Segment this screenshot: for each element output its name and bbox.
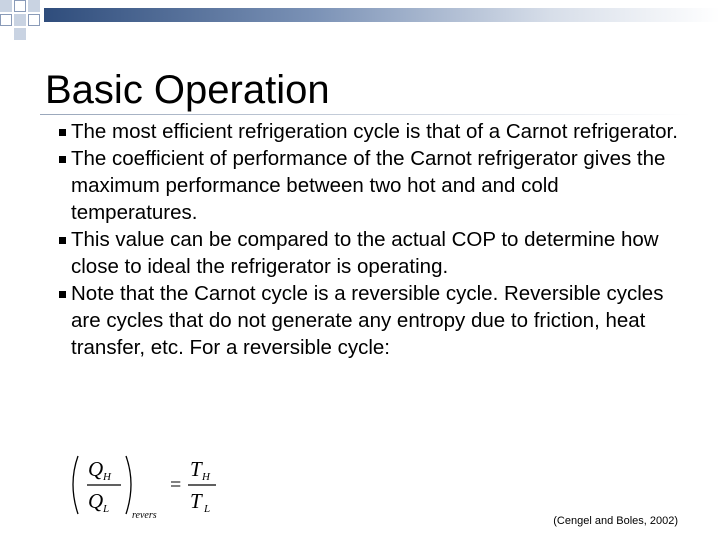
square-bullet-icon xyxy=(59,129,66,136)
decor-square xyxy=(0,14,12,26)
carnot-ratio-formula xyxy=(66,452,236,522)
decor-square xyxy=(14,14,26,26)
rhs-denominator-sub: L xyxy=(204,503,211,515)
decor-square xyxy=(28,14,40,26)
bullet-item xyxy=(40,118,690,145)
header-decoration xyxy=(0,0,720,40)
bullet-list xyxy=(40,118,690,361)
title-divider xyxy=(40,114,690,115)
reversible-subscript: revers xyxy=(132,510,157,521)
bullet-item xyxy=(40,226,690,280)
equals-sign: = xyxy=(170,474,182,496)
lhs-numerator: Q xyxy=(88,457,104,481)
decor-square xyxy=(14,28,26,40)
square-bullet-icon xyxy=(59,237,66,244)
rhs-numerator-sub: H xyxy=(202,471,210,483)
bullet-item xyxy=(40,145,690,226)
lhs-denominator-sub: L xyxy=(103,503,110,515)
bullet-item xyxy=(40,280,690,361)
slide-title: Basic Operation xyxy=(45,68,330,112)
square-bullet-icon xyxy=(59,156,66,163)
bullet-text: The most efficient refrigeration cycle is that of a Carnot refrigerator. xyxy=(71,120,678,143)
bullet-text: The coefficient of performance of the Carnot refrigerator gives the maximum performance between two hot and and cold temperatures. xyxy=(71,147,666,224)
decor-square xyxy=(28,0,40,12)
left-paren xyxy=(73,456,78,514)
decor-square xyxy=(0,0,12,12)
lhs-numerator-sub: H xyxy=(103,471,111,483)
lhs-denominator: Q xyxy=(88,489,104,513)
right-paren xyxy=(126,456,131,514)
bullet-text: This value can be compared to the actual COP to determine how close to ideal the refrigerator is operating. xyxy=(71,228,659,278)
decor-square xyxy=(14,0,26,12)
header-gradient-band xyxy=(44,8,720,22)
bullet-text: Note that the Carnot cycle is a reversible cycle. Reversible cycles are cycles that do not generate any entropy due to friction, heat transfer, etc. For a reversible cycle: xyxy=(71,282,664,359)
citation: (Cengel and Boles, 2002) xyxy=(553,515,678,527)
rhs-denominator: T xyxy=(190,489,202,513)
square-bullet-icon xyxy=(59,291,66,298)
rhs-numerator: T xyxy=(190,457,202,481)
